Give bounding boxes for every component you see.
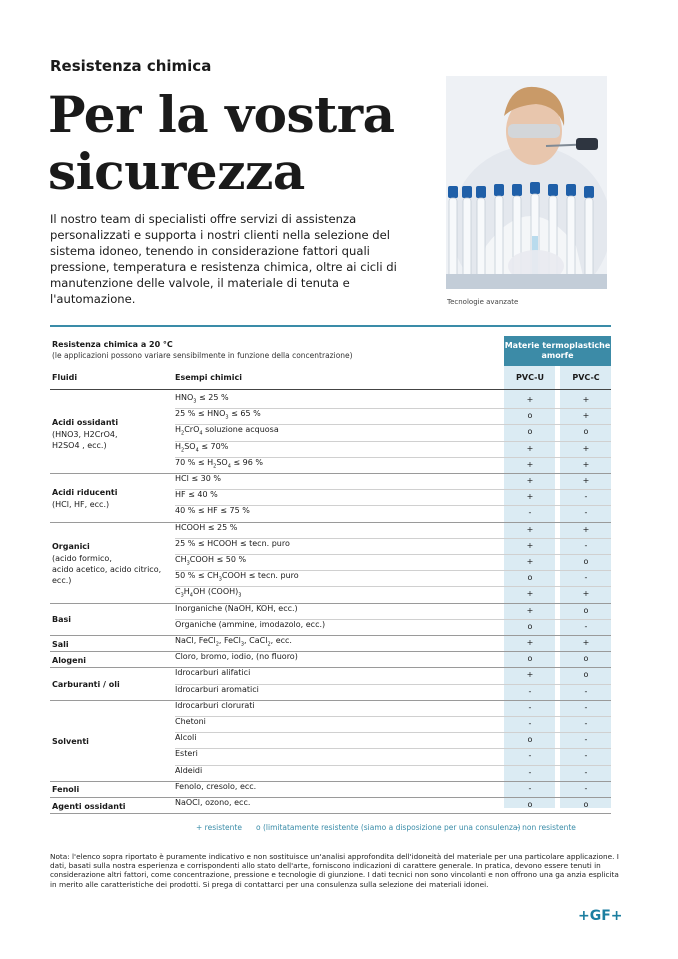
pvcc-rating: - bbox=[584, 573, 588, 583]
pvcu-rating: + bbox=[526, 459, 534, 469]
pvcu-rating: - bbox=[528, 719, 532, 728]
photo-caption: Tecnologie avanzate bbox=[447, 298, 519, 306]
fluid-group-examples: (acido formico, bbox=[52, 554, 112, 564]
pvcc-rating: - bbox=[584, 783, 588, 793]
chemical-example: $C_3H_4OH$ $(COOH)_3$ bbox=[175, 587, 242, 599]
pvcc-rating: + bbox=[582, 459, 590, 469]
legend-not-resistant: – non resistente bbox=[516, 823, 576, 832]
row-separator bbox=[175, 538, 611, 539]
pvcu-rating: - bbox=[528, 702, 532, 712]
pvcu-rating: - bbox=[528, 783, 532, 793]
disclaimer-note: Nota: l'elenco sopra riportato è puramente indicativo e non sostituisce un'analisi approfondita dell'idoneità del materiale per una particolare applicazione. I dati, basati sulla nostra esperienza e corrispondenti allo stato dell'arte, forniscono indicazioni di carattere generale. In pratica, devono essere tenuti in considerazione altri fattori, come concentrazione, pressione e tecnologie di giunzione. I dati tecnici non sono vincolanti e non offrono una ga anzia esplicita in merito alle caratteristiche dei prodotti. Si prega di contattarci per una consulenza sulla selezione dei materiali idonei. bbox=[50, 852, 619, 889]
lab-photo bbox=[446, 76, 607, 289]
pvcc-rating: o bbox=[583, 557, 589, 566]
chemical-example: 70 % ≤ $H_2SO_4 \le 96$ % bbox=[175, 457, 264, 470]
pvcu-rating: - bbox=[528, 751, 532, 761]
pvcc-rating: o bbox=[583, 605, 589, 615]
row-separator bbox=[175, 732, 611, 733]
fluid-group-name: Fenoli bbox=[52, 785, 80, 795]
pvcc-rating: - bbox=[584, 702, 588, 712]
fluid-group-name: Carburanti / oli bbox=[52, 680, 120, 690]
chemical-example: Inorganiche (NaOH, KOH, ecc.) bbox=[175, 603, 298, 613]
row-separator bbox=[175, 489, 611, 490]
group-separator bbox=[50, 667, 611, 668]
chemical-example: NaCl, FeCl$_2$, FeCl$_3$, CaCl$_2$, ecc. bbox=[175, 636, 292, 648]
group-separator bbox=[50, 473, 611, 474]
section-kicker: Resistenza chimica bbox=[50, 57, 212, 75]
pvcu-rating: - bbox=[528, 686, 532, 696]
row-separator bbox=[175, 505, 611, 506]
row-separator bbox=[175, 424, 611, 425]
pvcc-rating: - bbox=[584, 735, 588, 745]
pvcu-rating: o bbox=[527, 654, 533, 664]
chemical-example: Idrocarburi clorurati bbox=[175, 700, 255, 710]
pvcu-rating: + bbox=[526, 524, 534, 534]
title-line-1: Per la vostra bbox=[48, 85, 395, 144]
fluid-group-name: Basi bbox=[52, 615, 71, 625]
chemical-example: HCOOH ≤ 25 % bbox=[175, 522, 238, 532]
chemical-example: Fenolo, cresolo, ecc. bbox=[175, 781, 257, 791]
chemical-example: Cloro, bromo, iodio, (no fluoro) bbox=[175, 652, 298, 662]
pvcc-rating: o bbox=[583, 427, 589, 437]
row-separator bbox=[175, 408, 611, 409]
group-separator bbox=[50, 651, 611, 652]
pvcu-rating: + bbox=[526, 540, 534, 550]
pvcc-rating: o bbox=[583, 670, 589, 680]
group-separator bbox=[50, 522, 611, 523]
pvcu-rating: o bbox=[527, 427, 533, 437]
pvcc-rating: - bbox=[584, 751, 588, 761]
pvcc-rating: - bbox=[584, 686, 588, 696]
chemical-example: $CH_3COOH \le 50$ % bbox=[175, 555, 247, 567]
chemical-example: Alcoli bbox=[175, 733, 197, 743]
chemical-example: 25 % ≤ HCOOH ≤ tecn. puro bbox=[175, 538, 290, 548]
chemical-example: $H_2SO_4 \le 70\%$ bbox=[175, 441, 229, 454]
pvcc-rating: + bbox=[582, 395, 590, 404]
fluid-group-examples: H2SO4 , ecc.) bbox=[52, 441, 107, 450]
legend-resistant: + resistente bbox=[196, 823, 242, 832]
pvcu-rating: + bbox=[526, 589, 534, 599]
pvcc-rating: o bbox=[583, 654, 589, 664]
group-separator bbox=[50, 603, 611, 604]
chemical-example: NaOCl, ozono, ecc. bbox=[175, 798, 251, 807]
chemical-example: Chetoni bbox=[175, 717, 206, 726]
pvcu-rating: o bbox=[527, 411, 533, 421]
col-header-pvcc: PVC-C bbox=[572, 373, 600, 382]
row-separator bbox=[175, 765, 611, 766]
pvcu-rating: + bbox=[526, 557, 534, 566]
pvcu-rating: + bbox=[526, 670, 534, 680]
legend-limited: o (limitatamente resistente (siamo a disposizione per una consulenza) bbox=[256, 823, 521, 832]
chemical-example: Organiche (ammine, imodazolo, ecc.) bbox=[175, 619, 326, 629]
header-rule bbox=[50, 389, 611, 390]
pvcu-rating: + bbox=[526, 638, 534, 647]
pvcu-rating: o bbox=[527, 573, 533, 583]
row-separator bbox=[175, 619, 611, 620]
fluid-group-name: Sali bbox=[52, 639, 69, 649]
fluid-group-examples: ecc.) bbox=[52, 576, 72, 586]
col-header-examples: Esempi chimici bbox=[175, 373, 242, 382]
group-separator bbox=[50, 797, 611, 798]
pvcc-rating: + bbox=[582, 411, 590, 421]
group-separator bbox=[50, 635, 611, 636]
pvcc-rating: - bbox=[584, 767, 588, 777]
pvcu-rating: + bbox=[526, 443, 534, 453]
col-header-fluids: Fluidi bbox=[52, 373, 78, 382]
pvcu-rating: o bbox=[527, 621, 533, 631]
chemical-example: $HNO_3 \le 25$ % bbox=[175, 393, 229, 405]
pvcc-rating: o bbox=[583, 800, 589, 809]
row-separator bbox=[175, 457, 611, 458]
fluid-group-examples: (HNO3, H2CrO4, bbox=[52, 430, 118, 439]
pvcu-rating: - bbox=[528, 767, 532, 777]
table-title: Resistenza chimica a 20 °C bbox=[52, 340, 173, 349]
pvcu-rating: + bbox=[526, 476, 534, 485]
row-separator bbox=[175, 441, 611, 442]
chemical-example: Esteri bbox=[175, 749, 198, 759]
page-title bbox=[48, 86, 395, 200]
pvcc-rating: - bbox=[584, 492, 588, 502]
group-separator bbox=[50, 781, 611, 782]
fluid-group-name: Solventi bbox=[52, 736, 89, 746]
gf-logo: +GF+ bbox=[578, 908, 623, 924]
row-separator bbox=[175, 748, 611, 749]
table-top-rule bbox=[50, 325, 611, 327]
pvcu-rating: + bbox=[526, 492, 534, 502]
group-separator bbox=[50, 700, 611, 701]
fluid-group-name: Agenti ossidanti bbox=[52, 801, 126, 811]
pvcc-rating: - bbox=[584, 540, 588, 550]
chemical-example: Idrocarburi alifatici bbox=[175, 668, 251, 678]
intro-paragraph: Il nostro team di specialisti offre servizi di assistenza personalizzati e supporta i nostri clienti nella selezione del sistema idoneo, tenendo in considerazione fattori quali pressione, temperatura e resistenza chimica, oltre ai cicli di manutenzione delle valvole, il materiale di tenuta e l'automazione. bbox=[50, 212, 397, 306]
fluid-group-examples: (HCl, HF, ecc.) bbox=[52, 500, 110, 510]
chemical-example: 40 % ≤ HF ≤ 75 % bbox=[175, 506, 250, 516]
fluid-group-name: Alogeni bbox=[52, 655, 87, 665]
pvcu-rating: - bbox=[528, 508, 532, 518]
table-subtitle: (le applicazioni possono variare sensibilmente in funzione della concentrazione) bbox=[52, 351, 353, 360]
chemical-example: 25 % ≤ $HNO_3 \le 65$ % bbox=[175, 409, 261, 421]
chemical-example: HCl ≤ 30 % bbox=[175, 474, 221, 483]
row-separator bbox=[175, 684, 611, 685]
pvcc-rating: + bbox=[582, 524, 590, 534]
chemical-example: Idrocarburi aromatici bbox=[175, 684, 259, 694]
fluid-group-name: Organici bbox=[52, 542, 90, 552]
pvcc-rating: + bbox=[582, 589, 590, 599]
row-separator bbox=[175, 716, 611, 717]
pvcc-rating: - bbox=[584, 621, 588, 631]
materials-header: Materie termoplastiche amorfe bbox=[504, 336, 611, 366]
pvcu-rating: o bbox=[527, 735, 533, 745]
fluid-group-name: Acidi ossidanti bbox=[52, 418, 119, 427]
title-line-2: sicurezza bbox=[48, 142, 305, 201]
pvcu-rating: + bbox=[526, 395, 534, 404]
lab-photo-illustration bbox=[446, 76, 607, 289]
chemical-example: 50 % ≤ $CH_3COOH$ ≤ tecn. puro bbox=[175, 571, 299, 583]
pvcc-rating: + bbox=[582, 476, 590, 485]
chemical-example: Aldeidi bbox=[175, 765, 203, 775]
row-separator bbox=[175, 554, 611, 555]
pvcc-rating: - bbox=[584, 719, 588, 728]
pvcc-rating: + bbox=[582, 443, 590, 453]
chemical-example: $H_2CrO_4$ soluzione acquosa bbox=[175, 425, 279, 437]
row-separator bbox=[175, 570, 611, 571]
fluid-group-examples: acido acetico, acido citrico, bbox=[52, 565, 162, 575]
row-separator bbox=[175, 586, 611, 587]
group-separator bbox=[50, 813, 611, 814]
col-header-pvcu: PVC-U bbox=[516, 373, 544, 382]
pvcc-rating: + bbox=[582, 638, 590, 647]
pvcc-rating: - bbox=[584, 508, 588, 518]
fluid-group-name: Acidi riducenti bbox=[52, 488, 118, 498]
pvcu-rating: + bbox=[526, 605, 534, 615]
chemical-example: HF ≤ 40 % bbox=[175, 490, 218, 500]
pvcu-rating: o bbox=[527, 800, 533, 809]
